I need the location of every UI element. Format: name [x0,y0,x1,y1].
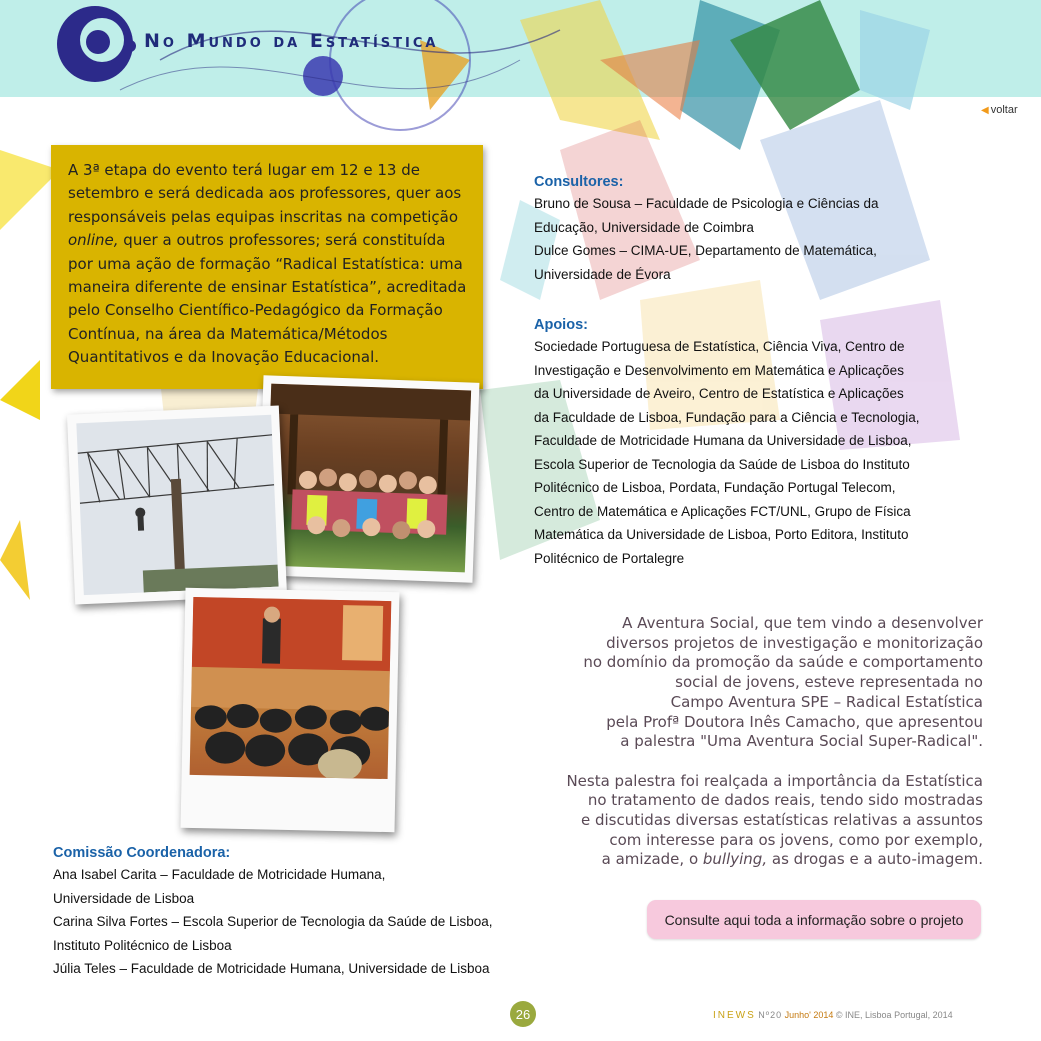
consultores-heading: Consultores: [534,174,624,190]
footer-date: Junho' 2014 [784,1010,834,1020]
back-link[interactable] [981,104,1018,116]
photo-high-ropes [67,405,287,604]
apoios-line: Matemática da Universidade de Lisboa, Porto Editora, Instituto [534,527,909,542]
apoios-line: da Faculdade de Lisboa, Fundação para a Ciência e Tecnologia, [534,409,920,425]
intro-text-italic: online, [68,231,119,250]
photo-presentation [181,588,400,832]
back-arrow-icon: ◀ [981,105,989,116]
apoios-heading: Apoios: [534,317,588,333]
quote-last-pre: a amizade, o [601,850,703,869]
quote-line: no domínio da promoção da saúde e comportamento [583,653,983,672]
comissao-line: Universidade de Lisboa [53,890,195,906]
apoios-line: Faculdade de Motricidade Humana da Universidade de Lisboa, [534,433,912,448]
intro-text [68,159,473,370]
quote-line: social de jovens, esteve representada no [675,673,983,692]
consultores-line: Universidade de Évora [534,266,671,282]
comissao-line: Instituto Politécnico de Lisboa [53,937,232,953]
quote-last-post: as drogas e a auto-imagem. [767,850,983,869]
intro-text-part2: quer a outros professores; será constituída por uma ação de formação “Radical Estatística: uma maneira diferente de ensinar Estatística”, acreditada pelo Conselho Científico-Pedagógico da Formação Contínua, na área da Matemática/Métodos Quantitativos e da Inovação Educacional. [68,231,467,367]
intro-box [51,145,483,389]
page-number-badge: 26 [510,1001,536,1027]
comissao-section [53,845,523,981]
footer-brand: INEWS [713,1010,756,1021]
aventura-social-text [540,614,983,870]
apoios-line: Investigação e Desenvolvimento em Matemática e Aplicações [534,362,904,378]
quote-line: pela Profª Doutora Inês Camacho, que apresentou [606,712,983,731]
comissao-heading: Comissão Coordenadora: [53,845,231,861]
footer-issue: Nº20 [758,1010,783,1020]
project-info-button[interactable]: Consulte aqui toda a informação sobre o projeto [647,900,981,939]
consultores-line: Bruno de Sousa – Faculdade de Psicologia e Ciências da [534,196,879,211]
back-label: voltar [990,104,1018,116]
apoios-line: Politécnico de Lisboa, Pordata, Fundação Portugal Telecom, [534,480,896,495]
apoios-line: Politécnico de Portalegre [534,550,685,566]
quote-line: no tratamento de dados reais, tendo sido mostradas [587,791,983,810]
quote-line: e discutidas diversas estatísticas relativas a assuntos [581,811,983,830]
comissao-line: Júlia Teles – Faculdade de Motricidade Humana, Universidade de Lisboa [53,961,490,976]
section-title: No Mundo da Estatística [144,30,439,52]
consultores-list [534,192,944,286]
consultores-line: Educação, Universidade de Coimbra [534,219,754,235]
quote-line: a palestra "Uma Aventura Social Super-Radical". [620,732,983,751]
consultores-line: Dulce Gomes – CIMA-UE, Departamento de Matemática, [534,243,877,258]
footer-credits [713,1010,953,1021]
intro-text-part1: A 3ª etapa do evento terá lugar em 12 e 13 de setembro e será dedicada aos professores, quer aos responsáveis pelas equipas inscritas na competição [68,161,462,226]
comissao-line: Carina Silva Fortes – Escola Superior de Tecnologia da Saúde de Lisboa, [53,914,493,929]
consultores-section [534,174,944,286]
comissao-line: Ana Isabel Carita – Faculdade de Motricidade Humana, [53,867,386,882]
apoios-section [534,317,944,570]
quote-line: diversos projetos de investigação e monitorização [606,633,983,652]
apoios-line: Sociedade Portuguesa de Estatística, Ciência Viva, Centro de [534,339,905,354]
apoios-line: da Universidade de Aveiro, Centro de Estatística e Aplicações [534,386,904,401]
quote-line: A Aventura Social, que tem vindo a desenvolver [622,614,983,632]
quote-last-italic: bullying, [702,850,768,869]
magazine-logo-icon [50,2,140,92]
quote-line: com interesse para os jovens, como por exemplo, [609,830,983,849]
comissao-list [53,863,523,981]
apoios-list [534,335,944,570]
quote-line [540,850,983,870]
quote-line: Campo Aventura SPE – Radical Estatística [670,692,983,711]
apoios-line: Centro de Matemática e Aplicações FCT/UNL, Grupo de Física [534,503,911,519]
apoios-line: Escola Superior de Tecnologia da Saúde de Lisboa do Instituto [534,456,910,472]
footer-copyright: © INE, Lisboa Portugal, 2014 [835,1010,953,1020]
photo-group-outdoor [257,375,480,582]
quote-line: Nesta palestra foi realçada a importância da Estatística [566,771,983,790]
